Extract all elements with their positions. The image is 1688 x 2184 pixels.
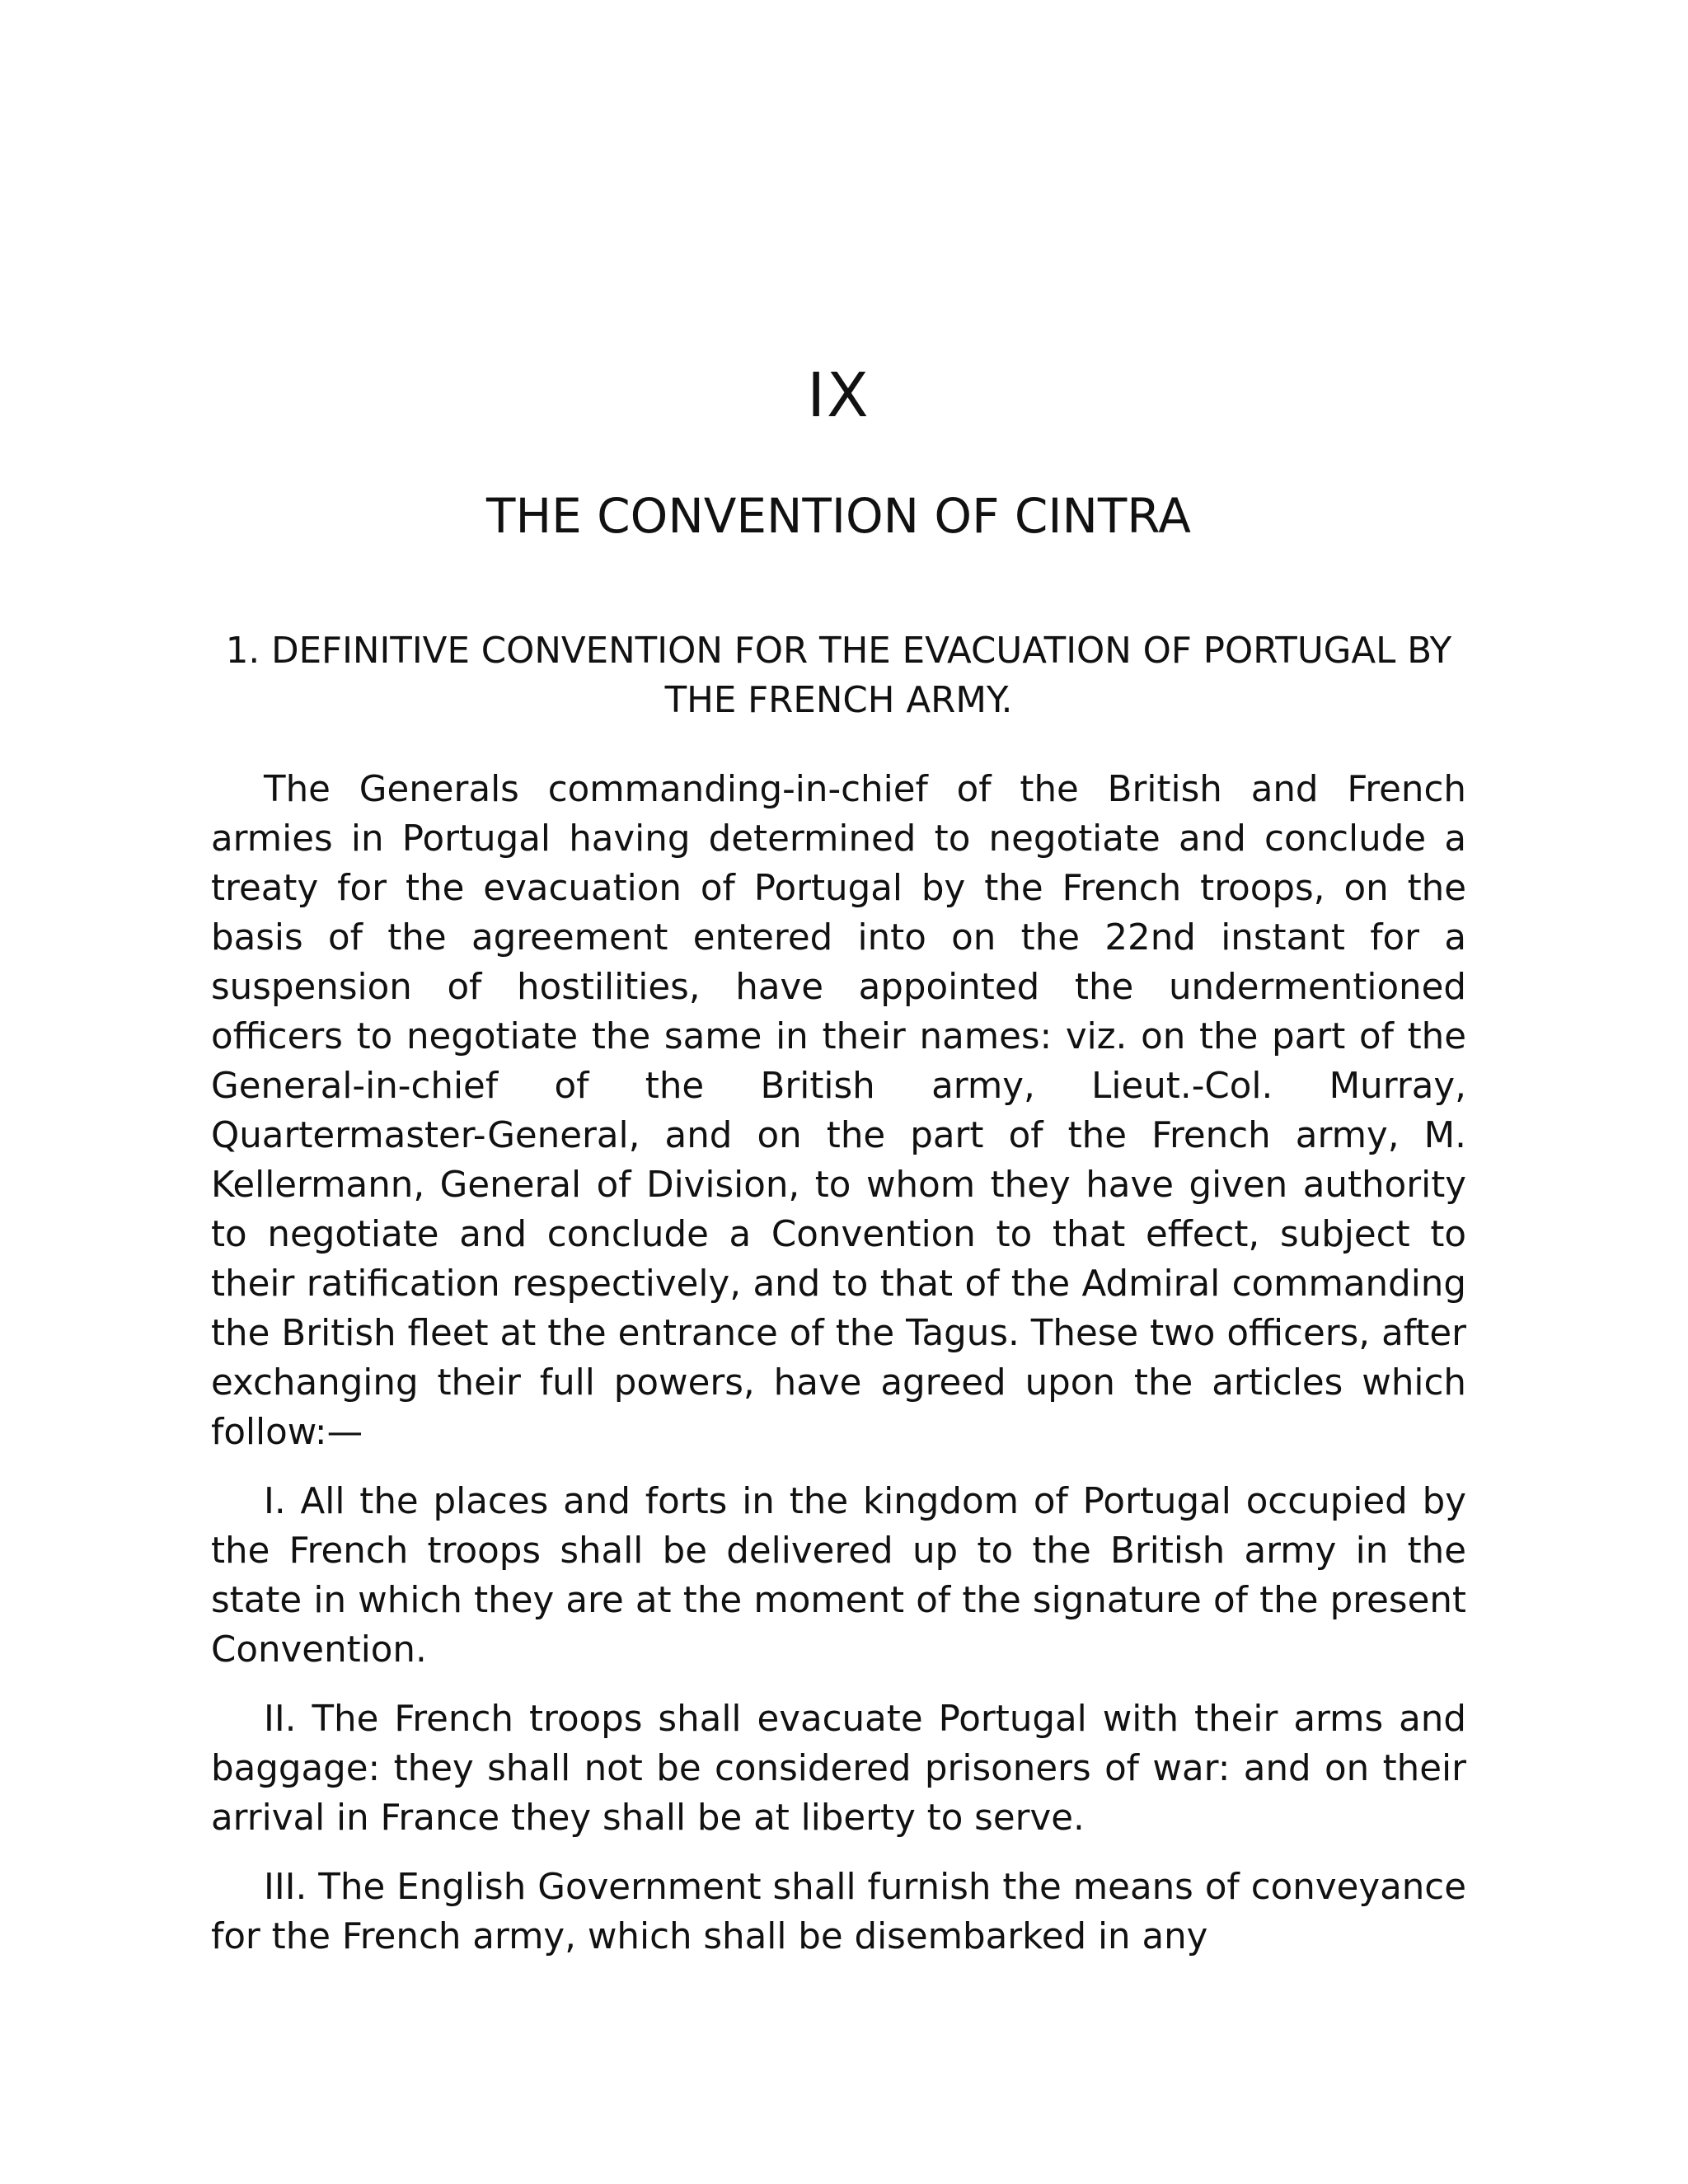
section-heading: 1. DEFINITIVE CONVENTION FOR THE EVACUATION OF PORTUGAL BY THE FRENCH ARMY. — [225, 630, 1452, 721]
paragraph-article-iii: III. The English Government shall furnish the means of conveyance for the French army, which shall be disembarked in any — [211, 1867, 1466, 1957]
chapter-title: THE CONVENTION OF CINTRA — [486, 488, 1191, 544]
paragraph-preamble: The Generals commanding-in-chief of the British and French armies in Portugal having determined to negotiate and conclude a treaty for the evacuation of Portugal by the French troops, on the basis of the agreement entered into on the 22nd instant for a suspension of hostilities, have appointed the undermentioned officers to negotiate the same in their names: viz. on the part of the General-in-chief of the British army, Lieut.-Col. Murray, Quartermaster-General, and on the part of the French army, M. Kellermann, General of Division, to whom they have given authority to negotiate and conclude a Convention to that effect, subject to their ratification respectively, and to that of the Admiral commanding the British fleet at the entrance of the Tagus. These two officers, after exchanging their full powers, have agreed upon the articles which follow:— — [211, 769, 1466, 1453]
body-text — [211, 765, 1466, 1981]
chapter-number: IX — [807, 360, 870, 431]
paragraph-article-i: I. All the places and forts in the kingdom of Portugal occupied by the French troops shall be delivered up to the British army in the state in which they are at the moment of the signature of the present Convention. — [211, 1481, 1466, 1671]
paragraph-article-ii: II. The French troops shall evacuate Portugal with their arms and baggage: they shall not be considered prisoners of war: and on their arrival in France they shall be at liberty to serve. — [211, 1699, 1466, 1839]
